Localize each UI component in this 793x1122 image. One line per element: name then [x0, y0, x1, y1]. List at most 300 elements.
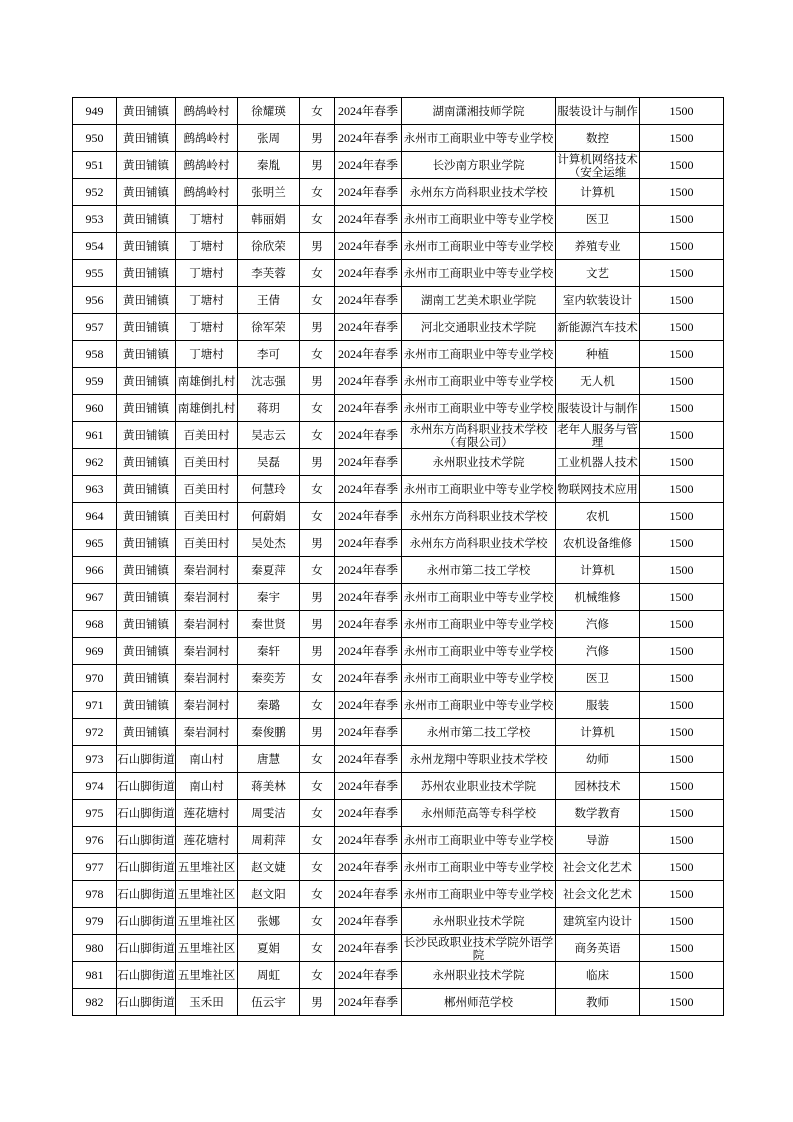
- name-cell: 伍云宇: [238, 989, 300, 1016]
- term-cell: 2024年春季: [335, 206, 402, 233]
- amount-cell: 1500: [640, 665, 724, 692]
- village-text: 秦岩洞村: [183, 725, 230, 739]
- major-text: 医卫: [586, 212, 609, 226]
- major-text: 计算机: [580, 563, 615, 577]
- town-cell: 黄田铺镇: [117, 368, 176, 395]
- name-cell: 韩丽娟: [238, 206, 300, 233]
- term-cell: 2024年春季: [335, 800, 402, 827]
- major-text: 农机设备维修: [563, 536, 632, 550]
- village-text: 鹧鸪岭村: [183, 104, 230, 118]
- village-cell: [176, 368, 238, 395]
- term-cell: 2024年春季: [335, 719, 402, 746]
- school-cell: [402, 908, 556, 935]
- row-number-cell: 980: [73, 935, 117, 962]
- major-cell: [556, 206, 640, 233]
- major-cell: [556, 611, 640, 638]
- village-text: 百美田村: [183, 482, 230, 496]
- table-row: [73, 125, 724, 152]
- village-cell: [176, 98, 238, 125]
- village-text: 丁塘村: [189, 347, 224, 361]
- gender-cell: 女: [300, 962, 335, 989]
- gender-cell: 女: [300, 206, 335, 233]
- major-cell: [556, 746, 640, 773]
- major-text: 临床: [586, 968, 609, 982]
- school-text: 永州市工商职业中等专业学校: [403, 131, 554, 145]
- school-cell: [402, 125, 556, 152]
- major-cell: [556, 98, 640, 125]
- table-row: [73, 827, 724, 854]
- term-cell: 2024年春季: [335, 260, 402, 287]
- town-cell: 黄田铺镇: [117, 179, 176, 206]
- village-cell: [176, 638, 238, 665]
- town-cell: 黄田铺镇: [117, 152, 176, 179]
- school-cell: [402, 800, 556, 827]
- amount-cell: 1500: [640, 179, 724, 206]
- school-cell: [402, 530, 556, 557]
- village-text: 南山村: [189, 752, 224, 766]
- row-number-cell: 949: [73, 98, 117, 125]
- row-number-cell: 951: [73, 152, 117, 179]
- major-cell: [556, 584, 640, 611]
- school-cell: [402, 368, 556, 395]
- school-cell: [402, 395, 556, 422]
- village-text: 五里堆社区: [177, 941, 236, 955]
- amount-cell: 1500: [640, 152, 724, 179]
- village-cell: [176, 989, 238, 1016]
- major-text: 商务英语: [574, 941, 621, 955]
- major-cell: [556, 179, 640, 206]
- gender-cell: 女: [300, 827, 335, 854]
- major-text: 建筑室内设计: [563, 914, 632, 928]
- village-cell: [176, 179, 238, 206]
- term-cell: 2024年春季: [335, 287, 402, 314]
- town-cell: 黄田铺镇: [117, 611, 176, 638]
- name-cell: 张明兰: [238, 179, 300, 206]
- village-text: 秦岩洞村: [183, 563, 230, 577]
- term-cell: 2024年春季: [335, 827, 402, 854]
- village-cell: [176, 341, 238, 368]
- major-text: 园林技术: [574, 779, 621, 793]
- major-cell: [556, 152, 640, 179]
- village-text: 玉禾田: [189, 995, 224, 1009]
- amount-cell: 1500: [640, 260, 724, 287]
- school-text: 河北交通职业技术学院: [421, 320, 536, 334]
- amount-cell: 1500: [640, 719, 724, 746]
- town-cell: 黄田铺镇: [117, 287, 176, 314]
- major-text: 教师: [586, 995, 609, 1009]
- school-text: 永州市工商职业中等专业学校: [403, 482, 554, 496]
- village-text: 南雄倒扎村: [177, 401, 236, 415]
- row-number-cell: 960: [73, 395, 117, 422]
- name-cell: 张周: [238, 125, 300, 152]
- amount-cell: 1500: [640, 341, 724, 368]
- village-text: 五里堆社区: [177, 914, 236, 928]
- amount-cell: 1500: [640, 476, 724, 503]
- gender-cell: 女: [300, 287, 335, 314]
- school-text: 永州市工商职业中等专业学校: [403, 239, 554, 253]
- school-cell: [402, 827, 556, 854]
- row-number-cell: 961: [73, 422, 117, 449]
- amount-cell: 1500: [640, 314, 724, 341]
- amount-cell: 1500: [640, 989, 724, 1016]
- table-row: [73, 989, 724, 1016]
- school-text: 永州东方尚科职业技术学校: [409, 185, 548, 199]
- name-cell: 秦轩: [238, 638, 300, 665]
- village-text: 五里堆社区: [177, 887, 236, 901]
- town-cell: 黄田铺镇: [117, 449, 176, 476]
- major-cell: [556, 287, 640, 314]
- row-number-cell: 977: [73, 854, 117, 881]
- name-cell: 何蔚娟: [238, 503, 300, 530]
- school-cell: [402, 557, 556, 584]
- school-cell: [402, 449, 556, 476]
- amount-cell: 1500: [640, 233, 724, 260]
- major-text: 无人机: [580, 374, 615, 388]
- major-cell: [556, 260, 640, 287]
- major-text: 养殖专业: [574, 239, 621, 253]
- school-cell: [402, 611, 556, 638]
- major-text: 数控: [586, 131, 609, 145]
- town-cell: 黄田铺镇: [117, 557, 176, 584]
- school-text: 永州东方尚科职业技术学校: [409, 509, 548, 523]
- amount-cell: 1500: [640, 395, 724, 422]
- school-cell: [402, 665, 556, 692]
- major-cell: [556, 341, 640, 368]
- row-number-cell: 967: [73, 584, 117, 611]
- name-cell: 秦夏萍: [238, 557, 300, 584]
- table-row: [73, 503, 724, 530]
- village-text: 丁塘村: [189, 320, 224, 334]
- row-number-cell: 966: [73, 557, 117, 584]
- major-cell: [556, 935, 640, 962]
- village-text: 南雄倒扎村: [177, 374, 236, 388]
- town-cell: 黄田铺镇: [117, 422, 176, 449]
- major-cell: [556, 449, 640, 476]
- village-text: 丁塘村: [189, 266, 224, 280]
- major-text: 室内软装设计: [563, 293, 632, 307]
- gender-cell: 男: [300, 989, 335, 1016]
- amount-cell: 1500: [640, 368, 724, 395]
- major-cell: [556, 233, 640, 260]
- row-number-cell: 975: [73, 800, 117, 827]
- term-cell: 2024年春季: [335, 989, 402, 1016]
- village-text: 鹧鸪岭村: [183, 131, 230, 145]
- table-row: [73, 206, 724, 233]
- term-cell: 2024年春季: [335, 314, 402, 341]
- table-row: [73, 476, 724, 503]
- town-cell: 黄田铺镇: [117, 503, 176, 530]
- village-text: 南山村: [189, 779, 224, 793]
- gender-cell: 男: [300, 530, 335, 557]
- major-text: 医卫: [586, 671, 609, 685]
- village-cell: [176, 422, 238, 449]
- school-cell: [402, 152, 556, 179]
- name-cell: 王倩: [238, 287, 300, 314]
- row-number-cell: 962: [73, 449, 117, 476]
- term-cell: 2024年春季: [335, 557, 402, 584]
- school-cell: [402, 881, 556, 908]
- row-number-cell: 969: [73, 638, 117, 665]
- village-cell: [176, 476, 238, 503]
- amount-cell: 1500: [640, 287, 724, 314]
- town-cell: 黄田铺镇: [117, 341, 176, 368]
- village-cell: [176, 881, 238, 908]
- amount-cell: 1500: [640, 422, 724, 449]
- row-number-cell: 981: [73, 962, 117, 989]
- name-cell: 赵文婕: [238, 854, 300, 881]
- school-text: 永州市第二技工学校: [426, 725, 531, 739]
- school-text: 永州市工商职业中等专业学校: [403, 833, 554, 847]
- gender-cell: 女: [300, 854, 335, 881]
- major-text: 计算机: [580, 725, 615, 739]
- table-row: [73, 719, 724, 746]
- table-row: [73, 530, 724, 557]
- amount-cell: 1500: [640, 827, 724, 854]
- gender-cell: 女: [300, 557, 335, 584]
- gender-cell: 男: [300, 638, 335, 665]
- name-cell: 蒋玥: [238, 395, 300, 422]
- gender-cell: 女: [300, 881, 335, 908]
- village-text: 秦岩洞村: [183, 671, 230, 685]
- village-cell: [176, 260, 238, 287]
- table-row: [73, 98, 724, 125]
- town-cell: 黄田铺镇: [117, 206, 176, 233]
- village-cell: [176, 800, 238, 827]
- village-text: 秦岩洞村: [183, 590, 230, 604]
- term-cell: 2024年春季: [335, 152, 402, 179]
- name-cell: 秦宇: [238, 584, 300, 611]
- major-text: 汽修: [586, 617, 609, 631]
- gender-cell: 女: [300, 665, 335, 692]
- row-number-cell: 963: [73, 476, 117, 503]
- town-cell: 石山脚街道: [117, 908, 176, 935]
- name-cell: 李可: [238, 341, 300, 368]
- village-text: 秦岩洞村: [183, 698, 230, 712]
- gender-cell: 男: [300, 719, 335, 746]
- major-cell: [556, 422, 640, 449]
- major-cell: [556, 395, 640, 422]
- town-cell: 黄田铺镇: [117, 98, 176, 125]
- row-number-cell: 976: [73, 827, 117, 854]
- term-cell: 2024年春季: [335, 98, 402, 125]
- gender-cell: 女: [300, 341, 335, 368]
- village-cell: [176, 395, 238, 422]
- table-row: [73, 881, 724, 908]
- row-number-cell: 955: [73, 260, 117, 287]
- school-cell: [402, 476, 556, 503]
- school-cell: [402, 503, 556, 530]
- major-text: 计算机网络技术（安全运维: [557, 152, 638, 178]
- major-text: 文艺: [586, 266, 609, 280]
- major-text: 社会文化艺术: [563, 887, 632, 901]
- name-cell: 吴处杰: [238, 530, 300, 557]
- town-cell: 石山脚街道: [117, 773, 176, 800]
- term-cell: 2024年春季: [335, 773, 402, 800]
- row-number-cell: 964: [73, 503, 117, 530]
- term-cell: 2024年春季: [335, 179, 402, 206]
- term-cell: 2024年春季: [335, 422, 402, 449]
- name-cell: 徐耀瑛: [238, 98, 300, 125]
- major-cell: [556, 692, 640, 719]
- table-row: [73, 179, 724, 206]
- amount-cell: 1500: [640, 557, 724, 584]
- row-number-cell: 952: [73, 179, 117, 206]
- name-cell: 张娜: [238, 908, 300, 935]
- school-text: 永州市工商职业中等专业学校: [403, 212, 554, 226]
- row-number-cell: 959: [73, 368, 117, 395]
- row-number-cell: 953: [73, 206, 117, 233]
- gender-cell: 男: [300, 449, 335, 476]
- major-text: 社会文化艺术: [563, 860, 632, 874]
- village-cell: [176, 152, 238, 179]
- gender-cell: 男: [300, 314, 335, 341]
- row-number-cell: 950: [73, 125, 117, 152]
- amount-cell: 1500: [640, 800, 724, 827]
- major-cell: [556, 530, 640, 557]
- school-cell: [402, 989, 556, 1016]
- village-cell: [176, 746, 238, 773]
- school-text: 永州龙翔中等职业技术学校: [409, 752, 548, 766]
- town-cell: 黄田铺镇: [117, 125, 176, 152]
- school-cell: [402, 638, 556, 665]
- major-text: 数学教育: [574, 806, 621, 820]
- amount-cell: 1500: [640, 611, 724, 638]
- town-cell: 石山脚街道: [117, 827, 176, 854]
- village-cell: [176, 908, 238, 935]
- term-cell: 2024年春季: [335, 611, 402, 638]
- school-text: 永州东方尚科职业技术学校: [409, 536, 548, 550]
- village-cell: [176, 773, 238, 800]
- term-cell: 2024年春季: [335, 638, 402, 665]
- amount-cell: 1500: [640, 125, 724, 152]
- town-cell: 石山脚街道: [117, 989, 176, 1016]
- term-cell: 2024年春季: [335, 584, 402, 611]
- town-cell: 黄田铺镇: [117, 260, 176, 287]
- gender-cell: 女: [300, 746, 335, 773]
- town-cell: 黄田铺镇: [117, 530, 176, 557]
- town-cell: 黄田铺镇: [117, 233, 176, 260]
- amount-cell: 1500: [640, 908, 724, 935]
- village-cell: [176, 206, 238, 233]
- table-row: [73, 692, 724, 719]
- major-text: 服装设计与制作: [557, 104, 638, 118]
- name-cell: 周莉萍: [238, 827, 300, 854]
- amount-cell: 1500: [640, 449, 724, 476]
- town-cell: 石山脚街道: [117, 800, 176, 827]
- village-cell: [176, 854, 238, 881]
- name-cell: 秦璐: [238, 692, 300, 719]
- village-cell: [176, 125, 238, 152]
- gender-cell: 女: [300, 179, 335, 206]
- village-cell: [176, 692, 238, 719]
- major-cell: [556, 638, 640, 665]
- name-cell: 吴磊: [238, 449, 300, 476]
- amount-cell: 1500: [640, 692, 724, 719]
- row-number-cell: 971: [73, 692, 117, 719]
- school-cell: [402, 692, 556, 719]
- term-cell: 2024年春季: [335, 476, 402, 503]
- table-row: [73, 935, 724, 962]
- school-cell: [402, 260, 556, 287]
- row-number-cell: 956: [73, 287, 117, 314]
- town-cell: 黄田铺镇: [117, 692, 176, 719]
- gender-cell: 女: [300, 908, 335, 935]
- amount-cell: 1500: [640, 773, 724, 800]
- school-text: 永州职业技术学院: [432, 455, 525, 469]
- school-text: 长沙民政职业技术学院外语学院: [403, 935, 554, 961]
- school-text: 永州职业技术学院: [432, 914, 525, 928]
- row-number-cell: 972: [73, 719, 117, 746]
- row-number-cell: 970: [73, 665, 117, 692]
- term-cell: 2024年春季: [335, 125, 402, 152]
- major-text: 汽修: [586, 644, 609, 658]
- term-cell: 2024年春季: [335, 962, 402, 989]
- school-cell: [402, 584, 556, 611]
- amount-cell: 1500: [640, 638, 724, 665]
- school-text: 永州市工商职业中等专业学校: [403, 887, 554, 901]
- gender-cell: 男: [300, 368, 335, 395]
- town-cell: 黄田铺镇: [117, 584, 176, 611]
- town-cell: 黄田铺镇: [117, 719, 176, 746]
- school-text: 苏州农业职业技术学院: [421, 779, 536, 793]
- table-row: [73, 665, 724, 692]
- village-cell: [176, 530, 238, 557]
- term-cell: 2024年春季: [335, 692, 402, 719]
- table-row: [73, 611, 724, 638]
- row-number-cell: 968: [73, 611, 117, 638]
- gender-cell: 男: [300, 584, 335, 611]
- village-cell: [176, 719, 238, 746]
- row-number-cell: 965: [73, 530, 117, 557]
- table-row: [73, 395, 724, 422]
- school-text: 永州市工商职业中等专业学校: [403, 266, 554, 280]
- village-cell: [176, 449, 238, 476]
- major-cell: [556, 368, 640, 395]
- table-row: [73, 368, 724, 395]
- major-text: 老年人服务与管理: [557, 422, 638, 448]
- school-cell: [402, 206, 556, 233]
- village-cell: [176, 611, 238, 638]
- town-cell: 石山脚街道: [117, 935, 176, 962]
- school-cell: [402, 98, 556, 125]
- amount-cell: 1500: [640, 584, 724, 611]
- town-cell: 黄田铺镇: [117, 314, 176, 341]
- village-cell: [176, 314, 238, 341]
- term-cell: 2024年春季: [335, 368, 402, 395]
- major-text: 服装设计与制作: [557, 401, 638, 415]
- major-cell: [556, 881, 640, 908]
- gender-cell: 男: [300, 611, 335, 638]
- table-row: [73, 854, 724, 881]
- row-number-cell: 979: [73, 908, 117, 935]
- school-cell: [402, 719, 556, 746]
- gender-cell: 女: [300, 503, 335, 530]
- table-row: [73, 557, 724, 584]
- school-cell: [402, 962, 556, 989]
- name-cell: 秦奕芳: [238, 665, 300, 692]
- town-cell: 石山脚街道: [117, 881, 176, 908]
- name-cell: 徐军荣: [238, 314, 300, 341]
- table-row: [73, 908, 724, 935]
- name-cell: 秦世贤: [238, 611, 300, 638]
- name-cell: 沈志强: [238, 368, 300, 395]
- school-text: 永州市工商职业中等专业学校: [403, 617, 554, 631]
- village-cell: [176, 584, 238, 611]
- row-number-cell: 958: [73, 341, 117, 368]
- major-text: 物联网技术应用: [557, 482, 638, 496]
- school-cell: [402, 773, 556, 800]
- school-cell: [402, 746, 556, 773]
